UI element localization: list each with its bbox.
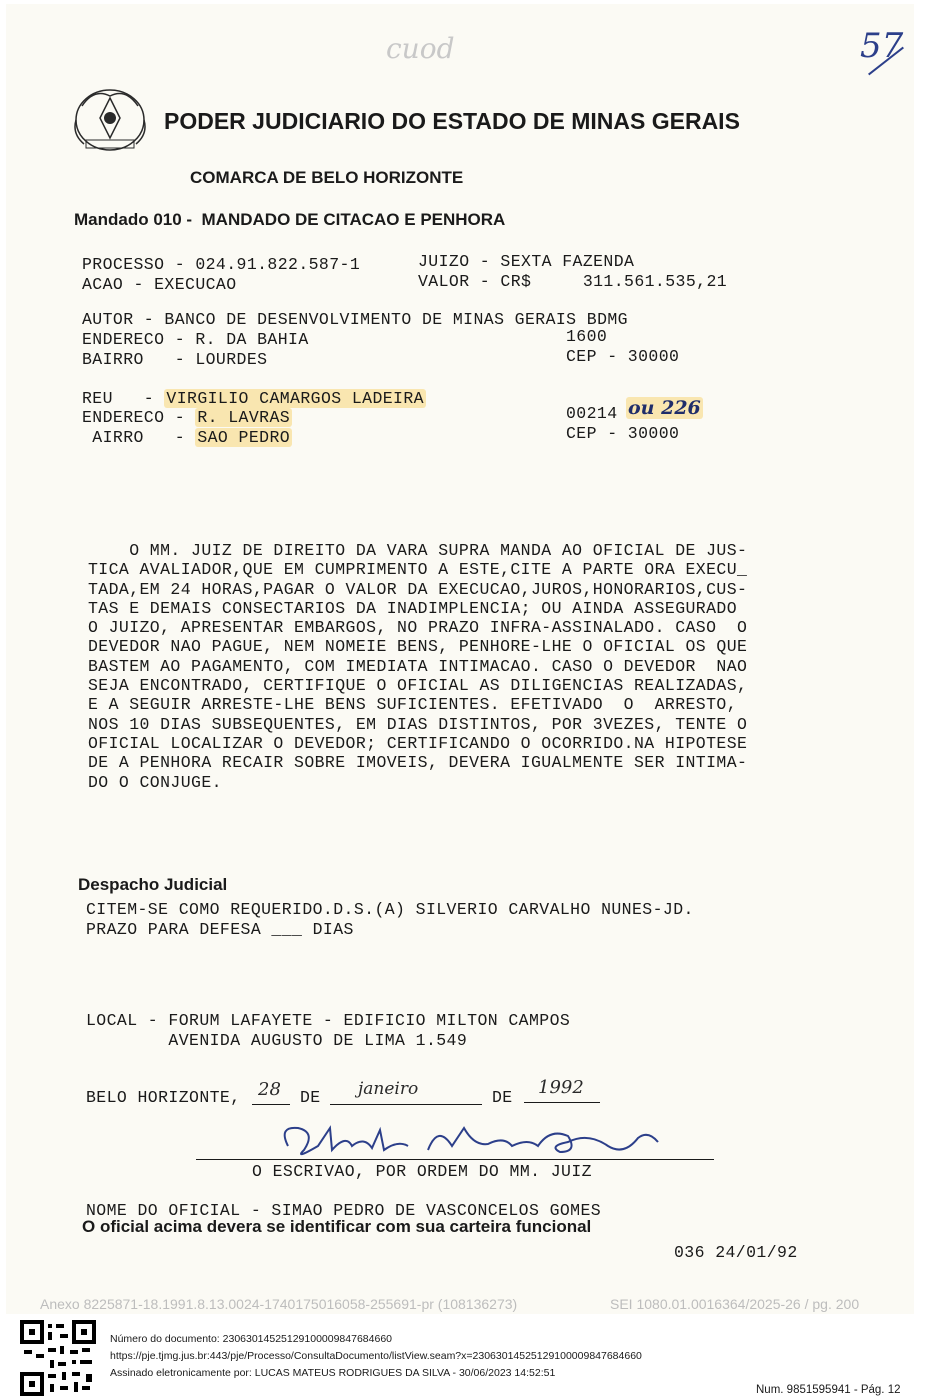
body-line: TICA AVALIADOR,QUE EM CUMPRIMENTO A ESTE,CITE A PARTE ORA EXECU_ [88,560,748,580]
footer-url[interactable]: https://pje.tjmg.jus.br:443/pje/Processo/ConsultaDocumento/listView.seam?x=23063014525129100009847684660 [110,1350,642,1362]
body-line: TADA,EM 24 HORAS,PAGAR O VALOR DA EXECUCAO,JUROS,HONORARIOS,CUS- [88,579,748,599]
document-page [6,4,914,1314]
body-line: E A SEGUIR ARRESTE-LHE BENS SUFICIENTES. EFETIVADO O ARRESTO, [88,695,738,715]
date-month: janeiro [358,1079,419,1099]
body-line: O MM. JUIZ DE DIREITO DA VARA SUPRA MANDA AO OFICIAL DE JUS- [88,541,748,560]
reu-endereco-label: ENDERECO - [82,408,196,427]
autor-endereco: ENDERECO - R. DA BAHIA [82,330,309,349]
autor-bairro: BAIRRO - LOURDES [82,350,268,369]
reu-numero-handwritten: ou 226 [628,397,701,419]
local-line2: AVENIDA AUGUSTO DE LIMA 1.549 [86,1031,468,1050]
reu-bairro-value: SAO PEDRO [197,428,291,447]
local-line1: LOCAL - FORUM LAFAYETE - EDIFICIO MILTON CAMPOS [86,1011,571,1030]
date-de2: DE [492,1088,513,1107]
date-year: 1992 [538,1077,584,1098]
body-line: DE A PENHORA RECAIR SOBRE IMOVEIS, DEVERA IGUALMENTE SER INTIMA- [88,753,748,773]
body-line: O JUIZO, APRESENTAR EMBARGOS, NO PRAZO INFRA-ASSINALADO. CASO O [88,618,748,638]
body-line: TAS E DEMAIS CONSECTARIOS DA INADIMPLENCIA; OU AINDA ASSEGURADO [88,598,738,618]
signature-line [196,1159,714,1160]
juizo-field: JUIZO - SEXTA FAZENDA [418,252,635,271]
autor-cep: CEP - 30000 [566,347,680,366]
body-line: NOS 10 DIAS SUBSEQUENTES, EM DIAS DISTINTOS, POR 3VEZES, TENTE O [88,714,748,734]
reu-bairro-label: AIRRO - [82,428,196,447]
reu-name: VIRGILIO CAMARGOS LADEIRA [166,389,424,408]
valor-field: VALOR - CR$ 311.561.535,21 [418,272,728,291]
body-line: SEJA ENCONTRADO, CERTIFIQUE O OFICIAL AS DILIGENCIAS REALIZADAS, [88,676,748,696]
date-month-underline [330,1104,482,1105]
body-line: BASTEM AO PAGAMENTO, COM IMEDIATA INTIMACAO. CASO O DEVEDOR NAO [88,656,748,676]
oficial-name: NOME DO OFICIAL - SIMAO PEDRO DE VASCONCELOS GOMES [86,1201,602,1220]
oficial-notice: O oficial acima devera se identificar com sua carteira funcional [82,1217,592,1236]
reu-numero: 00214 [566,404,618,423]
body-line: DEVEDOR NAO PAGUE, NEM NOMEIE BENS, PENHORE-LHE O OFICIAL OS QUE [88,637,748,657]
coat-of-arms-seal-icon [64,84,156,156]
body-line: OFICIAL LOCALIZAR O DEVEDOR; CERTIFICANDO O OCORRIDO.NA HIPOTESE [88,733,748,753]
date-de1: DE [300,1088,321,1107]
date-year-underline [524,1102,600,1103]
annex-stamp: Anexo 8225871-18.1991.8.13.0024-1740175016058-255691-pr (108136273) [40,1296,518,1312]
reu-cep: CEP - 30000 [566,424,680,443]
signature-caption: O ESCRIVAO, POR ORDEM DO MM. JUIZ [252,1162,592,1181]
reu-endereco [82,408,292,427]
acao-field: ACAO - EXECUCAO [82,275,237,294]
mandado-body [88,541,828,792]
footer-signed: Assinado eletronicamente por: LUCAS MATEUS RODRIGUES DA SILVA - 30/06/2023 14:52:51 [110,1367,556,1379]
reu-field [82,389,426,408]
despacho-line1: CITEM-SE COMO REQUERIDO.D.S.(A) SILVERIO CARVALHO NUNES-JD. [86,900,694,919]
reu-endereco-value: R. LAVRAS [197,408,291,427]
sei-stamp: SEI 1080.01.0016364/2025-26 / pg. 200 [610,1296,860,1312]
date-city: BELO HORIZONTE, [86,1088,241,1107]
comarca-title: COMARCA DE BELO HORIZONTE [190,168,464,187]
date-day-underline [252,1104,290,1105]
autor-numero: 1600 [566,327,608,346]
despacho-line2: PRAZO PARA DEFESA ___ DIAS [86,920,354,939]
reu-label: REU - [82,389,165,408]
date-day: 28 [258,1079,281,1100]
despacho-title: Despacho Judicial [78,875,228,894]
footer-doc-number: Número do documento: 23063014525129100009847684660 [110,1333,392,1345]
processo-field: PROCESSO - 024.91.822.587-1 [82,255,361,274]
document-code: 036 24/01/92 [674,1243,798,1262]
autor-field: AUTOR - BANCO DE DESENVOLVIMENTO DE MINAS GERAIS BDMG [82,310,628,329]
reu-bairro [82,428,292,447]
mandado-title: Mandado 010 - MANDADO DE CITACAO E PENHORA [74,210,506,229]
footer-num: Num. 9851595941 - Pág. 12 [756,1384,901,1396]
institution-title: PODER JUDICIARIO DO ESTADO DE MINAS GERAIS [164,108,740,134]
faint-pencil-note: cuod [386,32,455,65]
qr-code-icon [20,1320,96,1396]
page-mark: 57 [860,26,904,66]
body-line: DO O CONJUGE. [88,772,222,792]
